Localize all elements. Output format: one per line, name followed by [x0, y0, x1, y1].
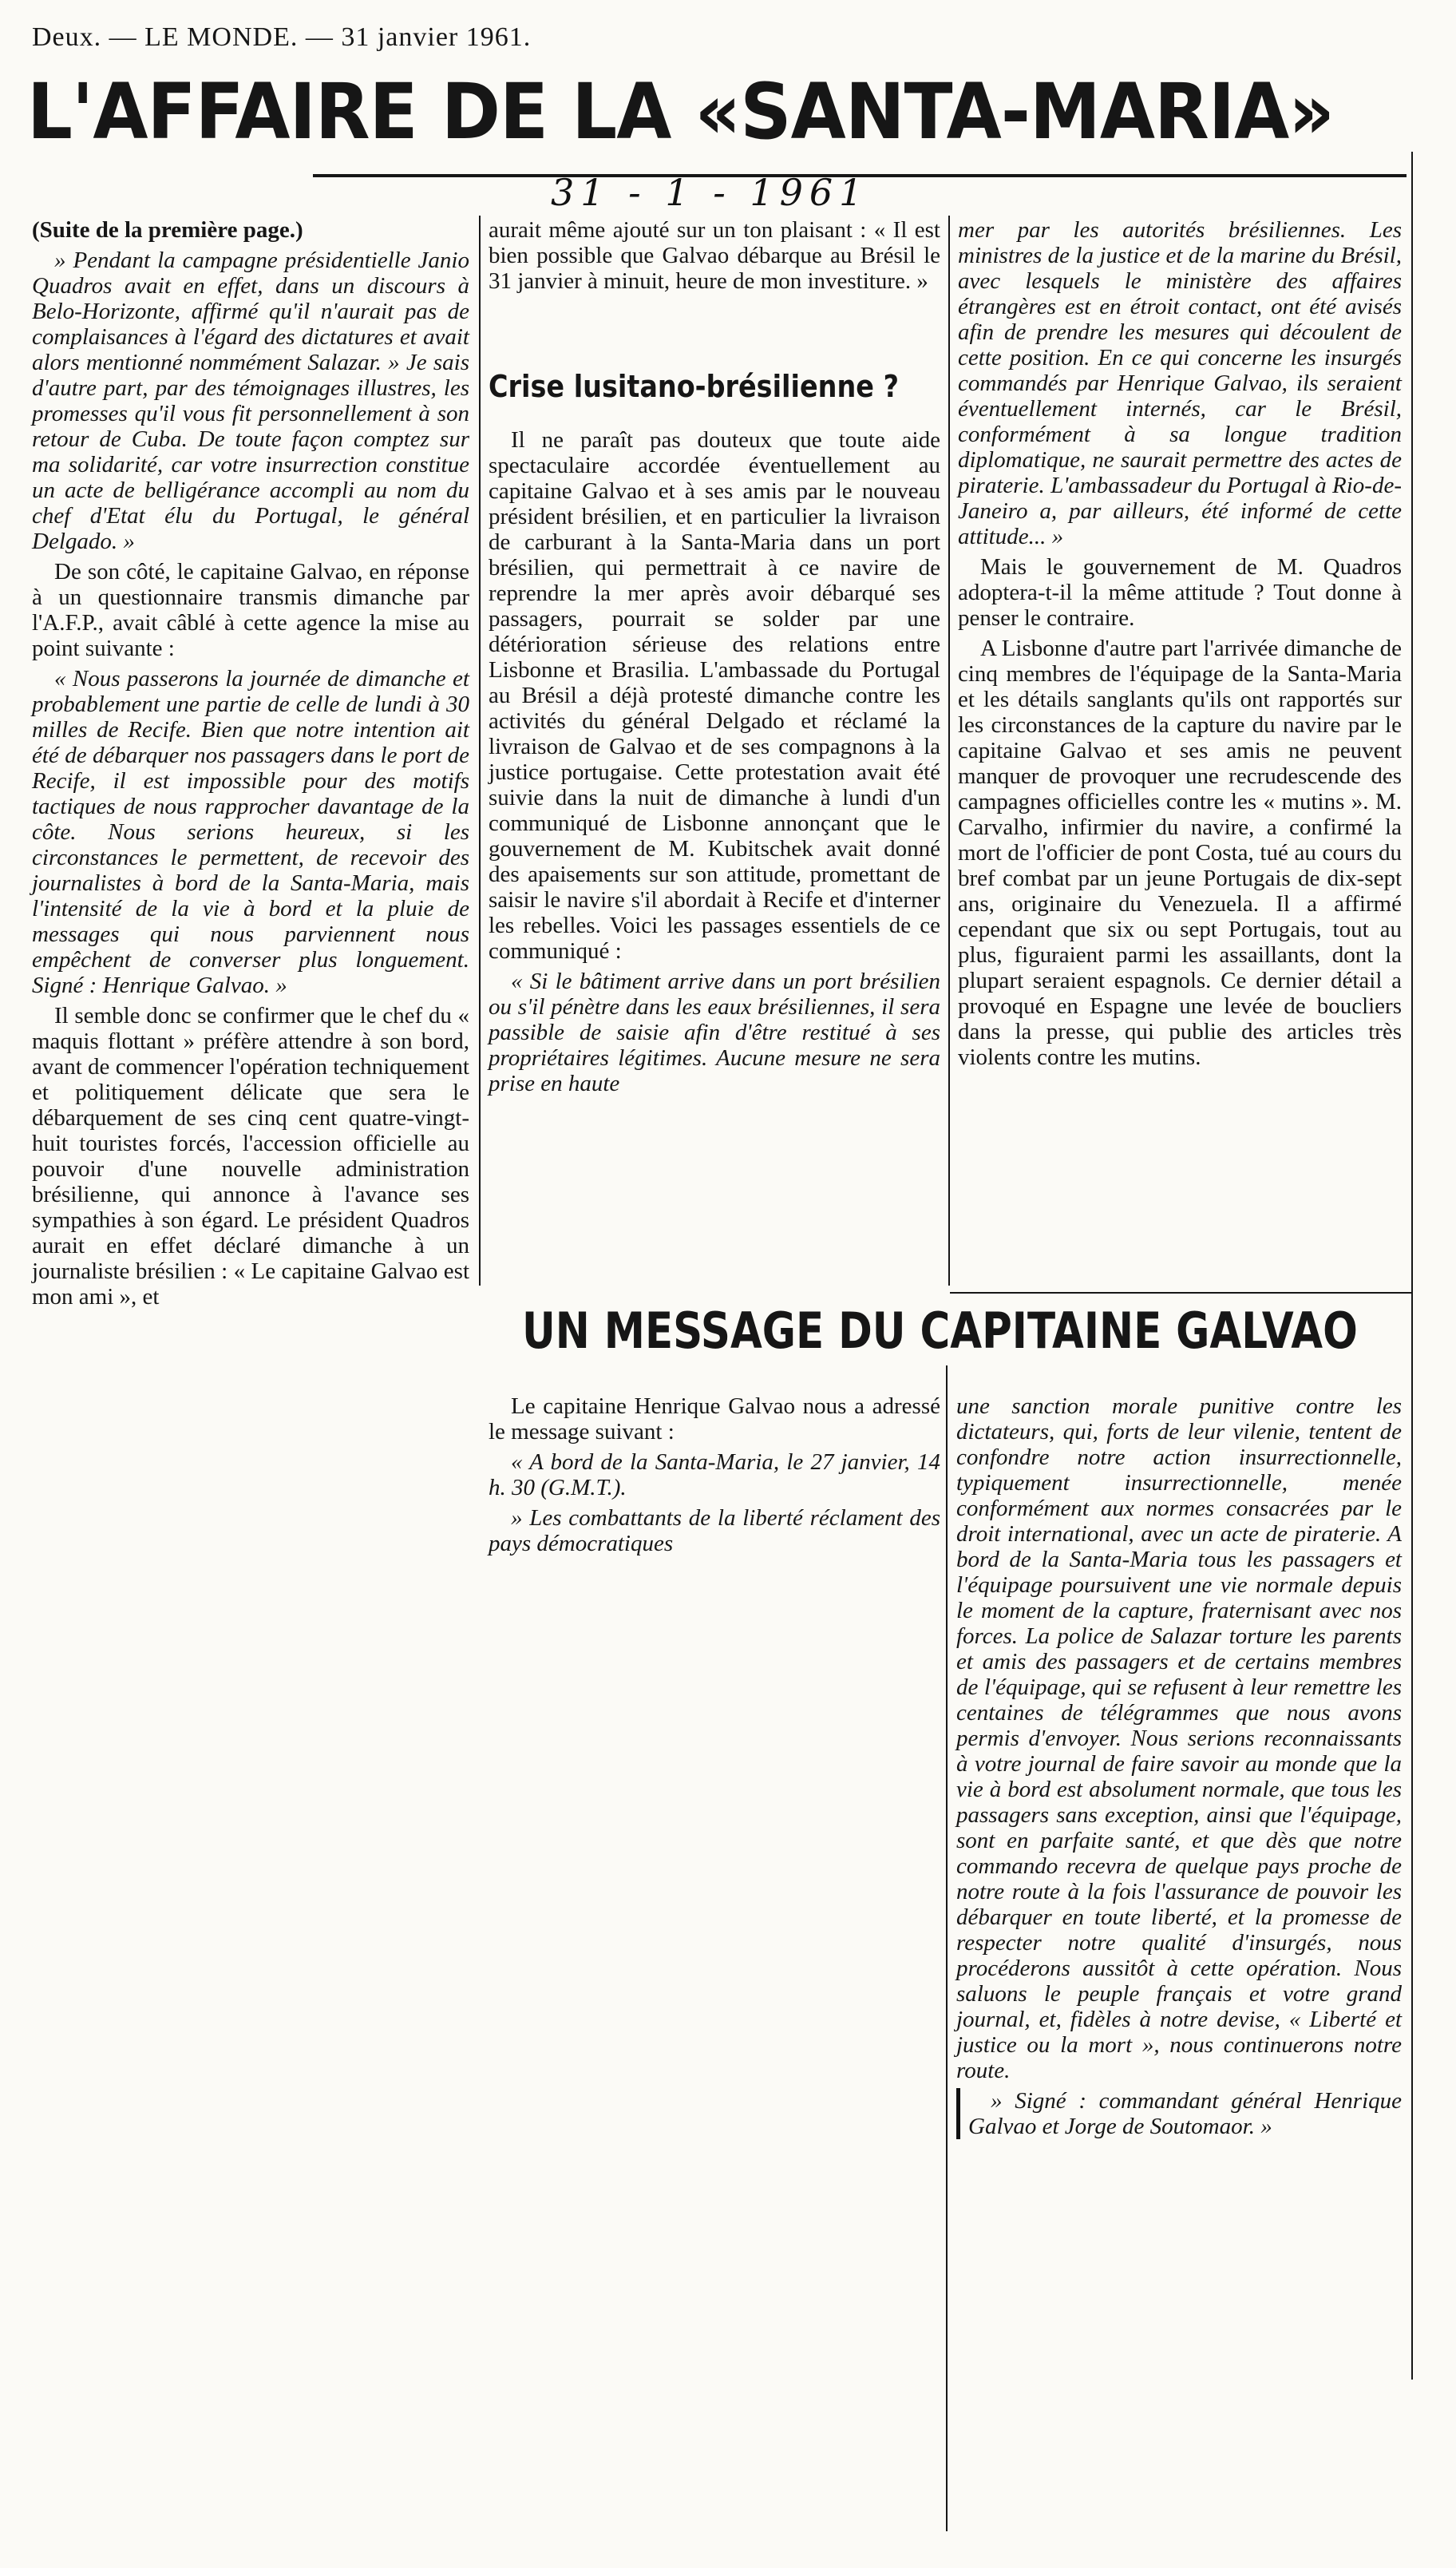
- column-3: [958, 217, 1402, 1287]
- paragraph: Il ne paraît pas douteux que toute aide spectaculaire accordée éventuellement au capitaine Galvao et à ses amis par le nouveau président brésilien, et en particulier la livraison de carburant à la Santa-Maria dans un port brésilien, qui permettrait à ce navire de reprendre la mer après avoir débarqué ses passagers, pourrait se solder par une détérioration sérieuse des relations entre Lisbonne et Brasilia. L'ambassade du Portugal au Brésil a déjà protesté dimanche contre les activités du général Delgado et réclamé la livraison de Galvao et de ses compagnons à la justice portugaise. Cette protestation avait été suivie dans la nuit de dimanche à lundi d'un communiqué de Lisbonne annonçant que le gouvernement de M. Kubitschek avait donné des apaisements sur son attitude, promettant de saisir le navire s'il abordait à Recife et d'interner les rebelles. Voici les passages essentiels de ce communiqué :: [489, 427, 940, 964]
- message-column-left: [489, 1393, 940, 1585]
- column-rule: [479, 216, 481, 1286]
- paragraph: mer par les autorités brésiliennes. Les ministres de la justice et de la marine du Brésil, avec lesquels le ministère des affaires étrangères est en étroit contact, ont été avisés afin de prendre les mesures qui découlent de cette position. En ce qui concerne les insurgés commandés par Henrique Galvao, ils seraient éventuellement internés, car le Brésil, conformément à sa longue tradition diplomatique, ne saurait permettre des actes de piraterie. L'ambassadeur du Portugal à Rio-de-Janeiro a, par ailleurs, été informé de cette attitude... »: [958, 217, 1402, 549]
- signature-line: » Signé : commandant général Henrique Galvao et Jorge de Soutomaor. »: [956, 2088, 1402, 2139]
- paragraph: aurait même ajouté sur un ton plaisant : « Il est bien possible que Galvao débarque au Brésil le 31 janvier à minuit, heure de mon investiture. »: [489, 217, 940, 294]
- paragraph: A Lisbonne d'autre part l'arrivée dimanche de cinq membres de l'équipage de la Santa-Maria et les détails sanglants qu'ils ont rapportés sur les circonstances de la capture du navire par le capitaine Galvao et ses amis ne peuvent manquer de provoquer une recrudescende des campagnes officielles contre les « mutins ». M. Carvalho, infirmier du navire, a confirmé la mort de l'officier de pont Costa, tué au cours du bref combat par un jeune Portugais de dix-sept ans, originaire du Venezuela. Il a affirmé cependant que six ou sept Portugais, tout au plus, figuraient parmi les assaillants, dont la plupart seraient espagnols. Ce dernier détail a provoqué en Espagne une levée de boucliers dans la presse, qui publie des articles très violents contre les mutins.: [958, 636, 1402, 1070]
- paragraph: Il semble donc se confirmer que le chef du « maquis flottant » préfère attendre à son bord, avant de commencer l'opération techniquement et politiquement délicate que sera le débarquement de ses cinq cent quatre-vingt-huit touristes forcés, l'accession officielle au pouvoir d'une nouvelle administration brésilienne, qui annonce à l'avance ses sympathies à son égard. Le président Quadros aurait en effet déclaré dimanche à un journaliste brésilien : « Le capitaine Galvao est mon ami », et: [32, 1003, 469, 1310]
- column-rule: [948, 216, 950, 1286]
- paragraph: Le capitaine Henrique Galvao nous a adressé le message suivant :: [489, 1393, 940, 1444]
- column-rule: [946, 1365, 948, 2531]
- column-1: [32, 217, 469, 1575]
- column-2-body: [489, 427, 940, 1290]
- paragraph: « A bord de la Santa-Maria, le 27 janvier, 14 h. 30 (G.M.T.).: [489, 1449, 940, 1500]
- continuation-note: (Suite de la première page.): [32, 217, 303, 243]
- paragraph: Mais le gouvernement de M. Quadros adoptera-t-il la même attitude ? Tout donne à penser le contraire.: [958, 554, 1402, 631]
- handwritten-date: 31 - 1 - 1961: [551, 171, 869, 214]
- column-rule: [1411, 152, 1413, 2380]
- paragraph: « Si le bâtiment arrive dans un port brésilien ou s'il pénètre dans les eaux brésiliennes, il sera passible de saisie afin d'être restitué à ses propriétaires légitimes. Aucune mesure ne sera prise en haute: [489, 969, 940, 1096]
- paragraph: « Nous passerons la journée de dimanche et probablement une partie de celle de lundi à 30 milles de Recife. Bien que notre intention ait été de débarquer nos passagers dans le port de Recife, il est impossible pour des motifs tactiques de nous rapprocher davantage de la côte. Nous serions heureux, si les circonstances le permettent, de recevoir des journalistes à bord de la Santa-Maria, mais l'intensité de la vie à bord et la pluie de messages qui nous parviennent nous empêchent de converser plus longuement. Signé : Henrique Galvao. »: [32, 666, 469, 998]
- column-2: [489, 217, 940, 361]
- paragraph: » Les combattants de la liberté réclament des pays démocratiques: [489, 1505, 940, 1556]
- message-title: UN MESSAGE DU CAPITAINE GALVAO: [522, 1302, 1358, 1360]
- message-column-right: [956, 1393, 1402, 2392]
- section-rule: [950, 1292, 1411, 1294]
- headline: L'AFFAIRE DE LA «SANTA-MARIA»: [27, 67, 1335, 157]
- masthead: Deux. — LE MONDE. — 31 janvier 1961.: [32, 22, 532, 52]
- paragraph: une sanction morale punitive contre les dictateurs, qui, forts de leur vilenie, tentent de confondre notre action insurrectionnelle, typiquement insurrectionnelle, menée conformément aux normes consacrées par le droit international, avec un acte de piraterie. A bord de la Santa-Maria tous les passagers et l'équipage poursuivent une vie normale depuis le moment de la capture, fraternisant avec nos forces. La police de Salazar torture les parents et amis des passagers et de certains membres de l'équipage, qui se refusent à leur remettre les centaines de télégrammes que nous avons permis d'envoyer. Nous serions reconnaissants à votre journal de faire savoir au monde que la vie à bord est absolument normale, que tous les passagers sans exception, ainsi que l'équipage, sont en parfaite santé, et que dès que notre commando recevra de quelque pays proche de notre route à la fois l'assurance de pouvoir les débarquer en toute liberté, et la promesse de respecter notre qualité d'insurgés, nous procéderons aussitôt à cette opération. Nous saluons le peuple français et votre grand journal, et, fidèles à notre devise, « Liberté et justice ou la mort », nous continuerons notre route.: [956, 1393, 1402, 2083]
- subheading: Crise lusitano-brésilienne ?: [489, 369, 899, 404]
- paragraph: De son côté, le capitaine Galvao, en réponse à un questionnaire transmis dimanche par l'A.F.P., avait câblé à cette agence la mise au point suivante :: [32, 559, 469, 661]
- paragraph: » Pendant la campagne présidentielle Janio Quadros avait en effet, dans un discours à Belo-Horizonte, affirmé qu'il n'aurait pas de complaisances à l'égard des dictatures et avait alors mentionné nommément Salazar. » Je sais d'autre part, par des témoignages illustres, les promesses qu'il vous fit personnellement à son retour de Cuba. De toute façon comptez sur ma solidarité, car votre insurrection constitue un acte de belligérance accompli au nom du chef d'Etat élu du Portugal, le général Delgado. »: [32, 248, 469, 554]
